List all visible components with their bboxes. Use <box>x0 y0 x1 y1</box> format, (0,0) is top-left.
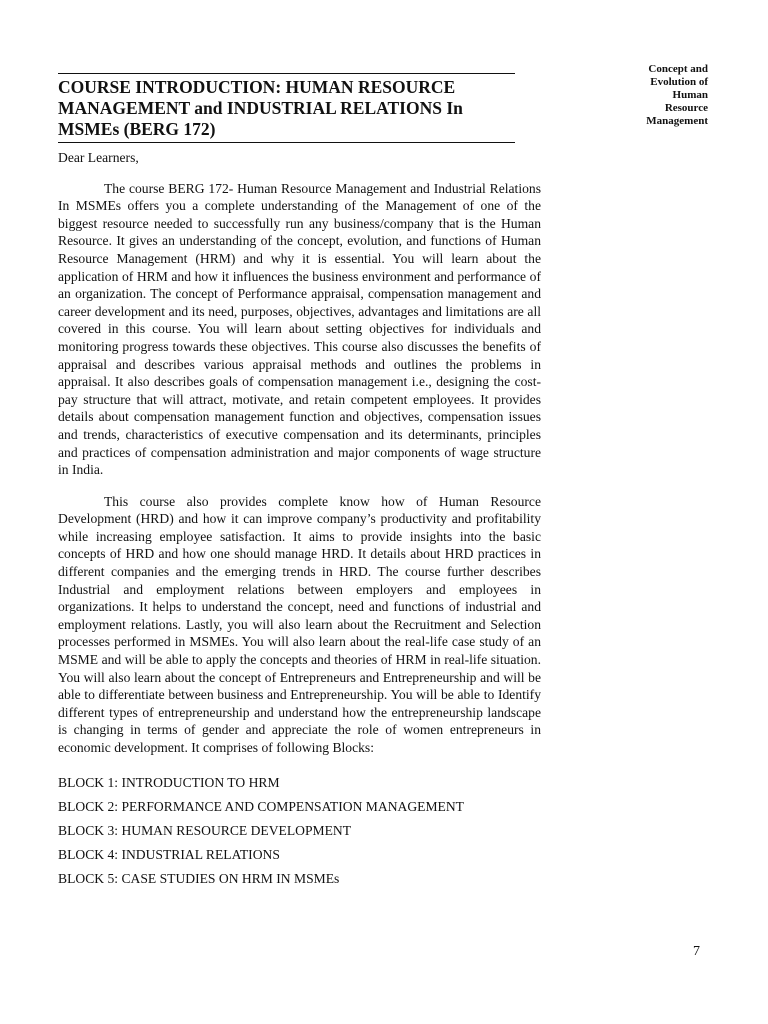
margin-note-line: Evolution of <box>650 76 708 88</box>
course-title: COURSE INTRODUCTION: HUMAN RESOURCE MANAGEMENT and INDUSTRIAL RELATIONS In MSMEs (BERG 172) <box>58 77 463 139</box>
margin-note-line: Human <box>672 89 708 101</box>
block-item: BLOCK 2: PERFORMANCE AND COMPENSATION MANAGEMENT <box>58 798 464 814</box>
block-item: BLOCK 1: INTRODUCTION TO HRM <box>58 774 280 790</box>
margin-note-line: Concept and <box>648 63 708 75</box>
title-block <box>58 73 515 143</box>
block-item: BLOCK 4: INDUSTRIAL RELATIONS <box>58 846 280 862</box>
margin-note-line: Resource <box>664 102 708 114</box>
page-number: 7 <box>693 944 700 959</box>
block-item: BLOCK 5: CASE STUDIES ON HRM IN MSMEs <box>58 870 340 886</box>
salutation: Dear Learners, <box>58 150 139 165</box>
paragraph-2: This course also provides complete know how of Human Resource Development (HRD) and how it can improve company’s productivity and profitability while increasing employee satisfaction. It aims to provide insights into the basic concepts of HRD and how one should manage HRD. It details about HRD practices in different companies and the emerging trends in HRD. The course further describes Industrial and employment relations between employers and employees in organizations. It helps to understand the concept, need and functions of industrial and employment relations. Lastly, you will also learn about the Recruitment and Selection processes performed in MSMEs. You will also learn about the real-life case study of an MSME and will be able to apply the concepts and theories of HRM in real-life situation. You will also learn about the concept of Entrepreneurs and Entrepreneurship and will be able to differentiate between business and Entrepreneurship. You will be able to Identify different types of entrepreneurship and understand how the entrepreneurship landscape is changing in terms of gender and appreciate the role of women entrepreneurs in economic development. It comprises of following Blocks: <box>58 493 541 755</box>
block-item: BLOCK 3: HUMAN RESOURCE DEVELOPMENT <box>58 822 352 838</box>
margin-note-line: Management <box>646 115 708 127</box>
block-list <box>58 771 541 891</box>
paragraph-1: The course BERG 172- Human Resource Management and Industrial Relations In MSMEs offers you a complete understanding of the Management of one of the biggest resource needed to successfully run any business/company that is the Human Resource. It gives an understanding of the concept, evolution, and functions of Human Resource Management (HRM) and why it is essential. You will learn about the application of HRM and how it influences the business environment and performance of an organization. The concept of Performance appraisal, compensation management and career development and its need, purposes, objectives, advantages and limitations are all covered in this course. You will learn about setting objectives for individuals and monitoring progress towards these objectives. This course also discusses the benefits of appraisal and describes various appraisal methods and outlines the problems in appraisal. It also describes goals of compensation management i.e., designing the cost-pay structure that will attract, motivate, and retain competent employees. It provides details about compensation management function and objectives, compensation issues and trends, characteristics of executive compensation and its determinants, principles and practices of compensation administration and major components of wage structure in India. <box>58 180 541 478</box>
margin-note <box>598 63 708 128</box>
body-content <box>58 149 541 891</box>
